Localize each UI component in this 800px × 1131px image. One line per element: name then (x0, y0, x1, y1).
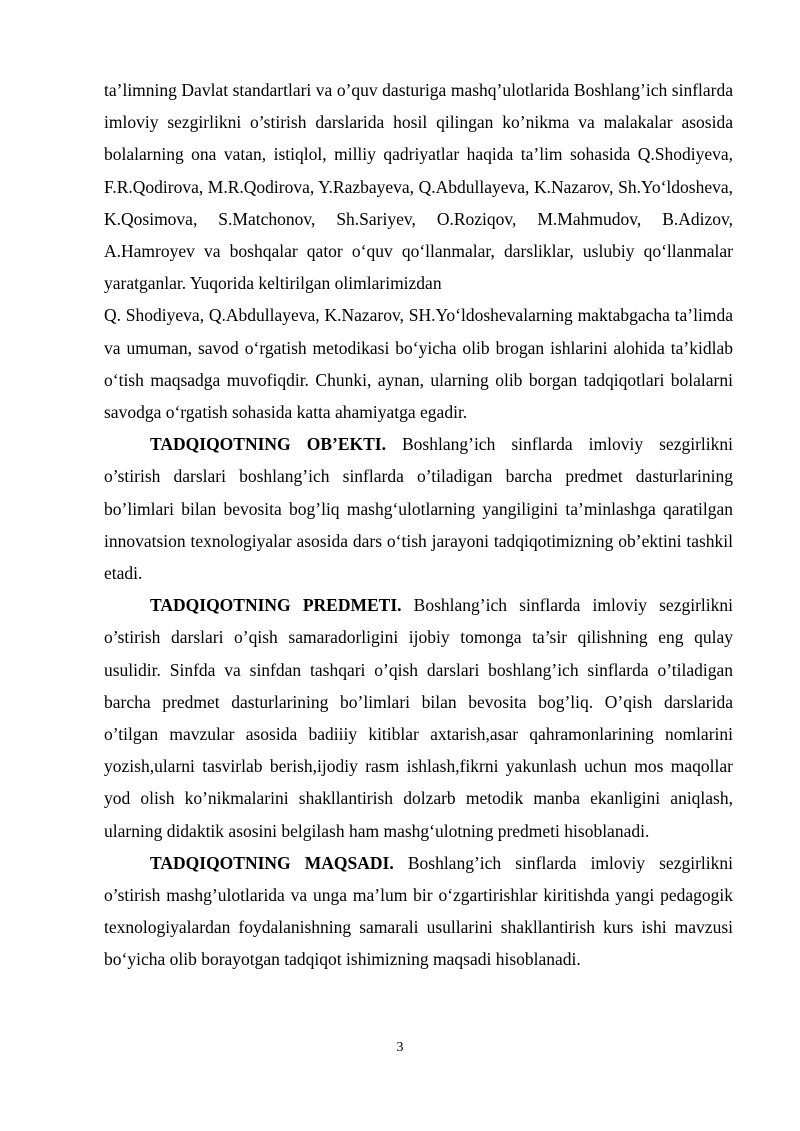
paragraph-intro (104, 74, 733, 299)
paragraph-subject-text: Boshlang’ich sinflarda imloviy sezgirlikni o’stirish darslari o’qish samaradorligini ijobiy tomonga ta’sir qilishning eng qulay usulidir. Sinfda va sinfdan tashqari o’qish darslari boshlang’ich sinflarda o’tiladigan barcha predmet dasturlarining bo’limlari bilan bevosita bog’liq. O’qish darslarida o’tilgan mavzular asosida badiiiy kitiblar axtarish,asar qahramonlarining nomlarini yozish,ularni tasvirlab berish,ijodiy rasm ishlash,fikrni yakunlash uchun mos maqollar yod olish ko’nikmalarini shakllantirish dolzarb metodik manba ekanligini aniqlash, ularning didaktik asosini belgilash ham mashg‘ulotning predmeti hisoblanadi. (104, 595, 733, 841)
heading-object: TADQIQOTNING OB’EKTI. (150, 434, 386, 455)
paragraph-goal (104, 847, 733, 976)
paragraph-authors (104, 299, 733, 428)
paragraph-object (104, 428, 733, 589)
paragraph-intro-text: ta’limning Davlat standartlari va o’quv dasturiga mashq’ulotlarida Boshlang’ich sinflarda imloviy sezgirlikni o’stirish darslarida hosil qilingan ko’nikma va malakalar asosida bolalarning ona vatan, istiqlol, milliy qadriyatlar haqida ta’lim sohasida Q.Shodiyeva, F.R.Qodirova, M.R.Qodirova, Y.Razbayeva, Q.Abdullayeva, K.Nazarov, Sh.Yo‘ldosheva, K.Qosimova, S.Matchonov, Sh.Sariyev, O.Roziqov, M.Mahmudov, B.Adizov, A.Hamroyev va boshqalar qator o‘quv qo‘llanmalar, darsliklar, uslubiy qo‘llanmalar yaratganlar. Yuqorida keltirilgan olimlarimizdan (104, 80, 733, 294)
document-page (104, 74, 733, 976)
page-number: 3 (396, 1040, 404, 1055)
paragraph-authors-text: Q. Shodiyeva, Q.Abdullayeva, K.Nazarov, SH.Yo‘ldoshevalarning maktabgacha ta’limda va umuman, savod o‘rgatish metodikasi bo‘yicha olib brogan ishlarini alohida ta’kidlab o‘tish maqsadga muvofiqdir. Chunki, aynan, ularning olib borgan tadqiqotlari bolalarni savodga o‘rgatish sohasida katta ahamiyatga egadir. (104, 305, 733, 423)
paragraph-goal-text: Boshlang’ich sinflarda imloviy sezgirlikni o’stirish mashg’ulotlarida va unga ma’lum bir o‘zgartirishlar kiritishda yangi pedagogik texnologiyalardan foydalanishning samarali usullarini shakllantirish kurs ishi mavzusi bo‘yicha olib borayotgan tadqiqot ishimizning maqsadi hisoblanadi. (104, 852, 733, 970)
paragraph-object-text: Boshlang’ich sinflarda imloviy sezgirlikni o’stirish darslari boshlang’ich sinflarda o’tiladigan barcha predmet dasturlarining bo’limlari bilan bevosita bog’liq mashg‘ulotlarning yangiligini ta’minlashga qaratilgan innovatsion texnologiyalar asosida dars o‘tish jarayoni tadqiqotimizning ob’ektini tashkil etadi. (104, 434, 733, 584)
heading-goal: TADQIQOTNING MAQSADI. (150, 852, 394, 873)
heading-subject: TADQIQOTNING PREDMETI. (150, 595, 402, 616)
paragraph-subject (104, 589, 733, 847)
